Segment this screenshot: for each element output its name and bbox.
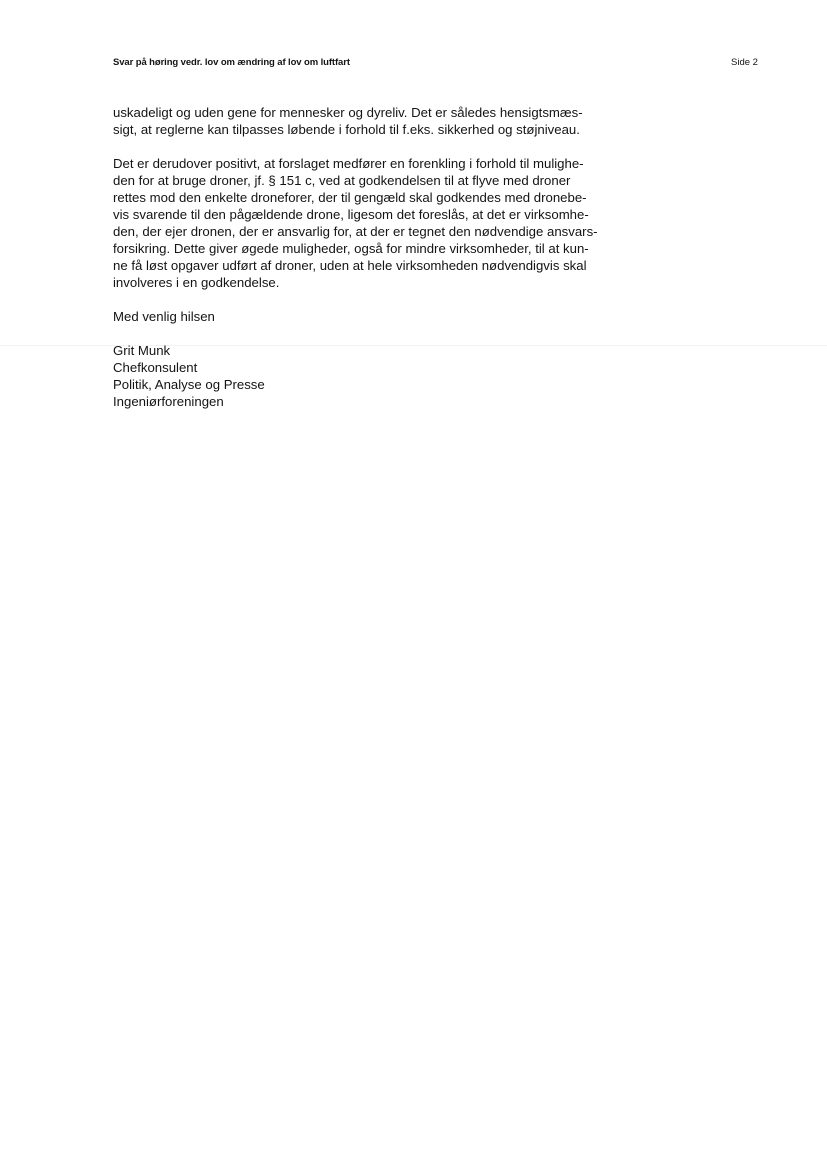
text-line: ne få løst opgaver udført af droner, uden at hele virksomheden nødvendigvis skal xyxy=(113,258,587,273)
text-line: involveres i en godkendelse. xyxy=(113,275,280,290)
signature-name: Grit Munk xyxy=(113,343,171,358)
paragraph-2 xyxy=(113,155,613,291)
text-line: rettes mod den enkelte droneforer, der til gengæld skal godkendes med dronebe- xyxy=(113,190,587,205)
signature-department: Politik, Analyse og Presse xyxy=(113,377,265,392)
header-title: Svar på høring vedr. lov om ændring af lov om luftfart xyxy=(113,57,350,68)
text-line: den, der ejer dronen, der er ansvarlig for, at der er tegnet den nødvendige ansvars- xyxy=(113,224,598,239)
text-line: uskadeligt og uden gene for mennesker og dyreliv. Det er således hensigtsmæs- xyxy=(113,105,583,120)
text-line: forsikring. Dette giver øgede muligheder, også for mindre virksomheder, til at kun- xyxy=(113,241,589,256)
text-line: sigt, at reglerne kan tilpasses løbende i forhold til f.eks. sikkerhed og støjniveau. xyxy=(113,122,580,137)
closing-line: Med venlig hilsen xyxy=(113,309,215,324)
closing xyxy=(113,308,613,325)
signature-title: Chefkonsulent xyxy=(113,360,198,375)
signature-organization: Ingeniørforeningen xyxy=(113,394,224,409)
text-line: den for at bruge droner, jf. § 151 c, ved at godkendelsen til at flyve med droner xyxy=(113,173,571,188)
text-line: Det er derudover positivt, at forslaget medfører en forenkling i forhold til mulighe- xyxy=(113,156,584,171)
text-line: vis svarende til den pågældende drone, ligesom det foreslås, at det er virksomhe- xyxy=(113,207,589,222)
page-number: Side 2 xyxy=(731,57,758,68)
signature-block xyxy=(113,342,613,410)
paragraph-1 xyxy=(113,104,613,138)
letter-body xyxy=(113,104,613,410)
